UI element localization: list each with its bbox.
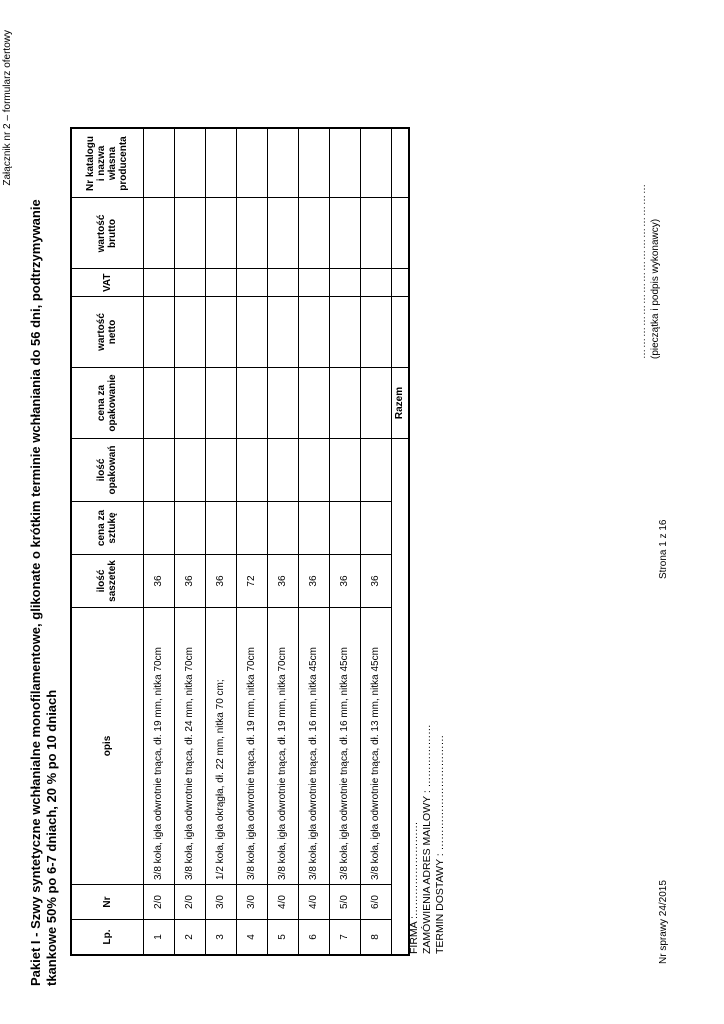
table-header-row [71,128,143,955]
cell-netto [205,297,236,368]
cell-vat [143,269,174,297]
cell-netto [360,297,391,368]
email-field: ZAMÓWIENIA ADRES MAILOWY : ……………… [421,724,433,954]
cell-brutto [298,198,329,269]
cell-cena-sztuke [267,502,298,555]
cell-ilosc-opakowan [143,439,174,502]
cell-lp: 5 [267,920,298,956]
cell-cena-sztuke [236,502,267,555]
table-row [360,128,391,955]
cell-ilosc-opakowan [236,439,267,502]
contact-block [408,724,447,954]
table-row [236,128,267,955]
cell-ilosc: 72 [236,555,267,608]
cell-katalog [298,128,329,198]
cell-opis: 3/8 koła, igła odwrotnie tnąca, dł. 19 mm, nitka 70cm [143,608,174,885]
cell-ilosc: 36 [360,555,391,608]
cell-netto [267,297,298,368]
page-title [28,66,60,986]
cell-nr: 5/0 [329,885,360,920]
cell-nr: 4/0 [298,885,329,920]
razem-spacer [391,502,409,956]
col-ilosc-saszetek: ilość saszetek [71,555,143,608]
cell-brutto [267,198,298,269]
cell-cena-sztuke [205,502,236,555]
cell-opis: 3/8 koła, igła odwrotnie tnąca, dł. 16 mm, nitka 45cm [298,608,329,885]
cell-cena-sztuke [360,502,391,555]
title-line-2: tkankowe 50% po 6-7 dniach, 20 % po 10 dniach [44,689,59,986]
cell-brutto [360,198,391,269]
cell-netto [329,297,360,368]
cell-ilosc: 36 [298,555,329,608]
col-nr-katalogu: Nr katalogu i nazwa własna producenta [71,128,143,198]
cell-ilosc: 36 [143,555,174,608]
cell-nr: 3/0 [236,885,267,920]
cell-cena-opakowanie [143,368,174,439]
cell-cena-opakowanie [329,368,360,439]
cell-netto [174,297,205,368]
col-ilosc-opakowan: ilość opakowań [71,439,143,502]
cell-cena-sztuke [329,502,360,555]
table-row [298,128,329,955]
cell-opis: 3/8 koła, igła odwrotnie tnąca, dł. 16 mm, nitka 45cm [329,608,360,885]
col-wartosc-brutto: wartość brutto [71,198,143,269]
cell-vat [360,269,391,297]
signature-line: ………………………………………… [637,183,648,359]
cell-ilosc: 36 [329,555,360,608]
cell-netto [143,297,174,368]
cell-ilosc: 36 [174,555,205,608]
cell-nr: 3/0 [205,885,236,920]
signature-label: (pieczątka i podpis wykonawcy) [650,218,661,359]
cell-netto [298,297,329,368]
cell-nr: 2/0 [143,885,174,920]
col-cena-za-sztuke: cena za sztukę [71,502,143,555]
cell-brutto [205,198,236,269]
cell-vat [298,269,329,297]
cell-ilosc: 36 [267,555,298,608]
cell-lp: 1 [143,920,174,956]
cell-brutto [143,198,174,269]
cell-cena-sztuke [298,502,329,555]
table-row [174,128,205,955]
cell-katalog [329,128,360,198]
cell-vat [174,269,205,297]
cell-katalog [143,128,174,198]
table-row [329,128,360,955]
cell-brutto [174,198,205,269]
cell-katalog [236,128,267,198]
razem-row [391,128,409,955]
cell-nr: 6/0 [360,885,391,920]
attachment-label: Załącznik nr 2 – formularz ofertowy [2,30,13,186]
cell-vat [267,269,298,297]
cell-ilosc-opakowan [174,439,205,502]
offer-table [70,127,410,956]
cell-ilosc-opakowan [360,439,391,502]
cell-lp: 2 [174,920,205,956]
cell-cena-opakowanie [298,368,329,439]
cell-lp: 6 [298,920,329,956]
col-nr: Nr [71,885,143,920]
col-cena-za-opakowanie: cena za opakowanie [71,368,143,439]
cell-katalog [267,128,298,198]
cell-cena-sztuke [174,502,205,555]
cell-opis: 3/8 koła, igła odwrotnie tnąca, dł. 19 mm, nitka 70cm [267,608,298,885]
cell-opis: 3/8 koła, igła odwrotnie tnąca, dł. 13 mm, nitka 45cm [360,608,391,885]
razem-label: Razem [391,368,409,439]
cell-opis: 3/8 koła, igła odwrotnie tnąca, dł. 19 mm, nitka 70cm [236,608,267,885]
cell-nr: 4/0 [267,885,298,920]
cell-ilosc-opakowan [267,439,298,502]
firma-field: FIRMA :……………………… [408,821,420,954]
cell-opis: 3/8 koła, igła odwrotnie tnąca, dł. 24 mm, nitka 70cm [174,608,205,885]
table-row [205,128,236,955]
cell-vat [236,269,267,297]
page-number: Strona 1 z 16 [658,519,669,579]
cell-ilosc-opakowan [205,439,236,502]
cell-ilosc-opakowan [329,439,360,502]
cell-ilosc: 36 [205,555,236,608]
razem-spacer-3 [391,128,409,198]
table-row [267,128,298,955]
col-opis: opis [71,608,143,885]
cell-cena-opakowanie [360,368,391,439]
cell-lp: 7 [329,920,360,956]
cell-brutto [329,198,360,269]
cell-cena-opakowanie [236,368,267,439]
col-lp: Lp. [71,920,143,956]
razem-netto [391,297,409,368]
cell-lp: 4 [236,920,267,956]
razem-vat [391,269,409,297]
col-wartosc-netto: wartość netto [71,297,143,368]
table-row [143,128,174,955]
cell-katalog [205,128,236,198]
cell-opis: 1/2 koła, igła okrągła, dł. 22 mm, nitka 70 cm; [205,608,236,885]
cell-brutto [236,198,267,269]
case-number: Nr sprawy 24/2015 [658,880,669,964]
cell-lp: 8 [360,920,391,956]
cell-vat [205,269,236,297]
cell-lp: 3 [205,920,236,956]
razem-spacer-2 [391,439,409,502]
col-vat: VAT [71,269,143,297]
cell-cena-opakowanie [267,368,298,439]
cell-netto [236,297,267,368]
cell-cena-opakowanie [174,368,205,439]
cell-cena-sztuke [143,502,174,555]
cell-nr: 2/0 [174,885,205,920]
razem-brutto [391,198,409,269]
title-line-1: Pakiet I - Szwy syntetyczne wchłanialne monofilamentowe, glikonate o krótkim terminie wchłaniania do 56 dni, podtrzymywanie [28,199,43,986]
delivery-term-field: TERMIN DOSTAWY : …………………………… [434,734,446,954]
cell-katalog [360,128,391,198]
cell-cena-opakowanie [205,368,236,439]
cell-vat [329,269,360,297]
cell-ilosc-opakowan [298,439,329,502]
cell-katalog [174,128,205,198]
